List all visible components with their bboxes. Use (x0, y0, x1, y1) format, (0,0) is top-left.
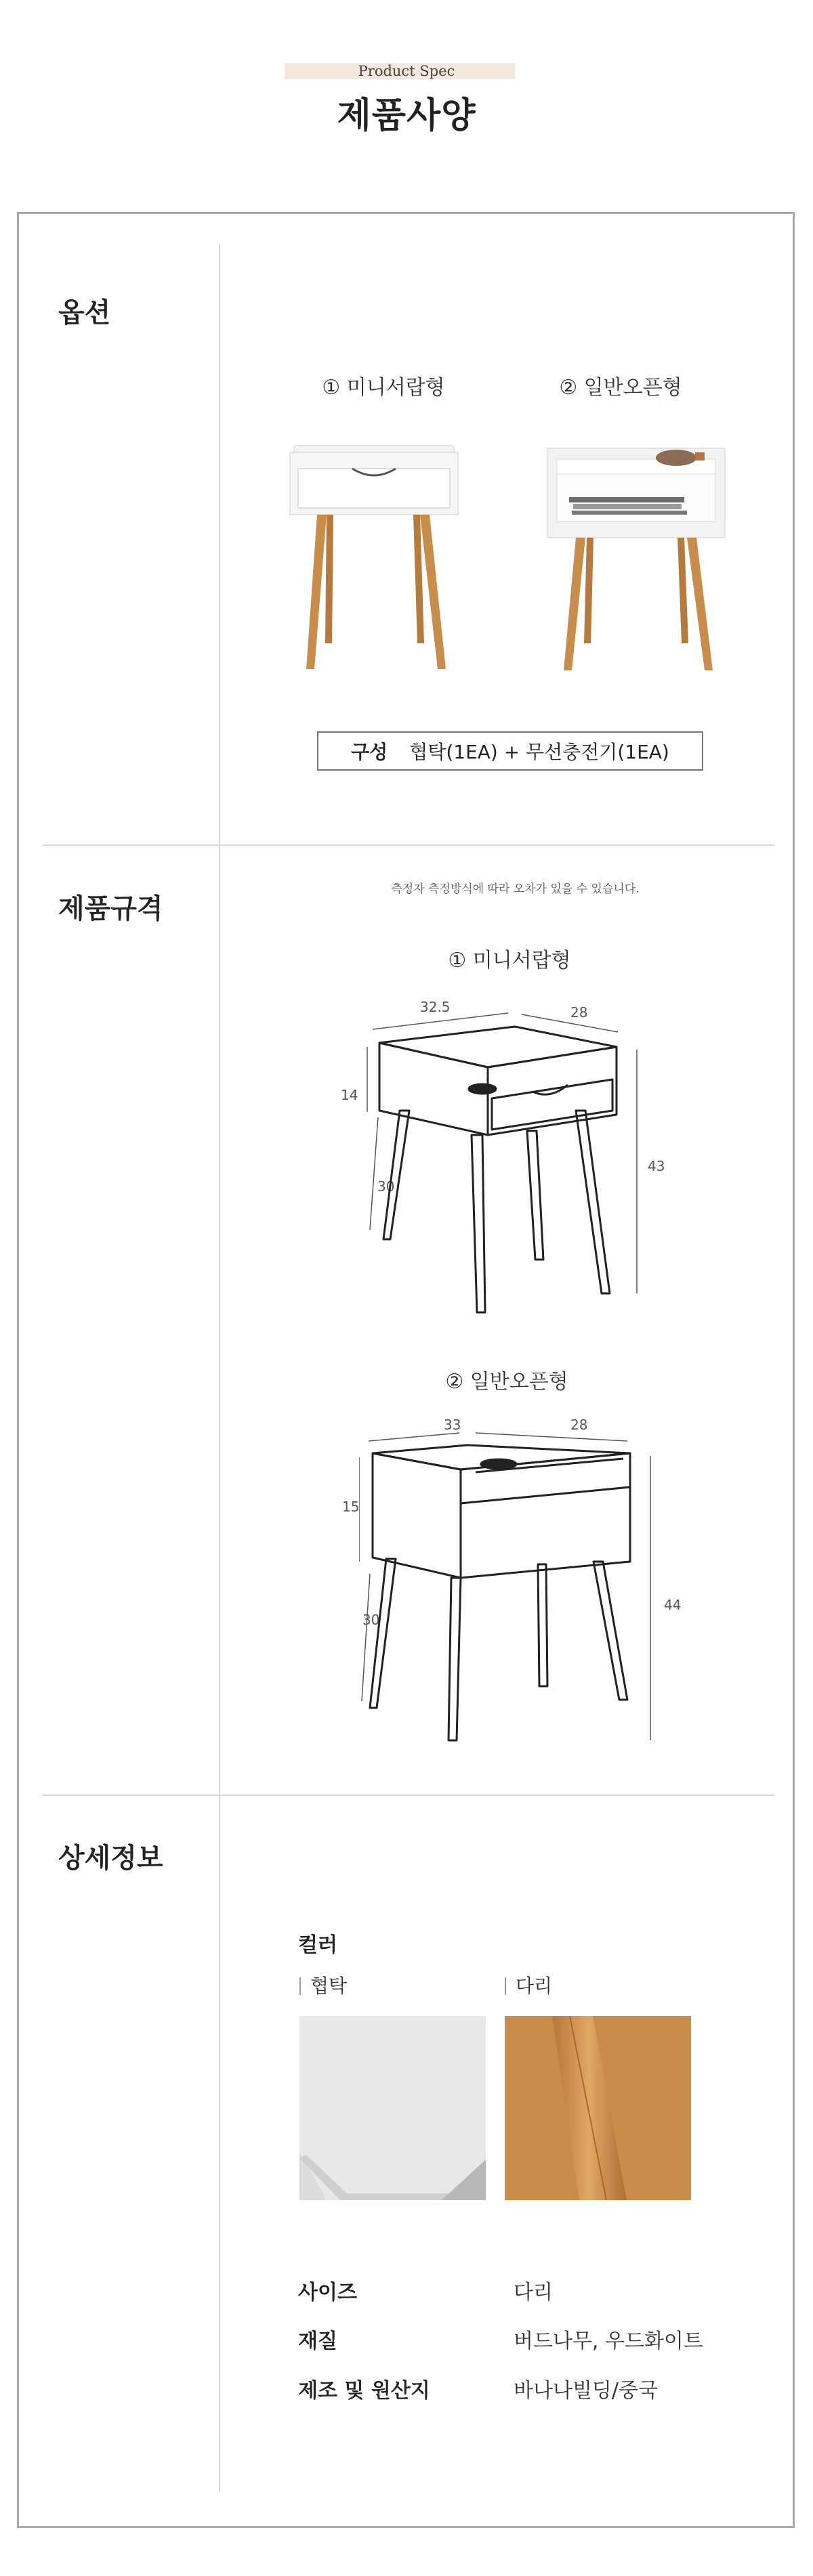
row-value-size: 다리 (514, 2281, 553, 2304)
composition-value: 협탁(1EA) + 무선충전기(1EA) (409, 741, 669, 763)
color-title: 컬러 (298, 1933, 337, 1957)
page-subtitle: Product Spec (358, 63, 455, 79)
open-table-diagram (359, 1429, 671, 1747)
leg-color-swatch (505, 2016, 691, 2200)
section-title-options: 옵션 (58, 297, 111, 328)
open-table-photo (542, 440, 732, 677)
spec-label-open: ② 일반오픈형 (445, 1370, 568, 1394)
composition-key: 구성 (351, 741, 388, 763)
row-value-origin: 바나나빌딩/중국 (514, 2379, 658, 2403)
drawer-table-photo (285, 440, 467, 677)
dim-leg-height: 30 (377, 1178, 395, 1195)
dim-total-height: 44 (664, 1597, 682, 1613)
spec-label-drawer: ① 미니서랍형 (448, 949, 571, 972)
page-title: 제품사양 (337, 95, 476, 136)
section-title-spec: 제품규격 (58, 893, 163, 924)
dim-leg-height: 30 (362, 1612, 380, 1628)
section-title-detail: 상세정보 (58, 1843, 163, 1874)
composition-box (317, 731, 703, 771)
row-key-origin: 제조 및 원산지 (298, 2379, 430, 2403)
swatch-label-top: 협탁 (299, 1977, 347, 1995)
row-key-material: 재질 (298, 2330, 337, 2353)
top-color-swatch (299, 2016, 486, 2200)
option-label-open: ② 일반오픈형 (559, 376, 682, 400)
dim-depth: 28 (570, 1004, 588, 1021)
measurement-note: 측정자 측정방식에 따라 오차가 있을 수 있습니다. (391, 882, 640, 896)
dim-width: 32.5 (420, 999, 451, 1015)
row-key-size: 사이즈 (298, 2281, 357, 2304)
dim-depth: 28 (570, 1417, 588, 1433)
section-divider (43, 844, 774, 846)
swatch-label-leg: 다리 (505, 1977, 552, 1995)
column-divider (219, 244, 220, 2492)
drawer-table-diagram (352, 1009, 664, 1314)
option-label-drawer: ① 미니서랍형 (322, 376, 445, 400)
dim-body-height: 15 (342, 1499, 360, 1515)
row-value-material: 버드나무, 우드화이트 (514, 2330, 703, 2353)
dim-body-height: 14 (341, 1087, 358, 1103)
section-divider (43, 1795, 774, 1796)
dim-width: 33 (444, 1417, 461, 1433)
dim-total-height: 43 (648, 1158, 665, 1174)
